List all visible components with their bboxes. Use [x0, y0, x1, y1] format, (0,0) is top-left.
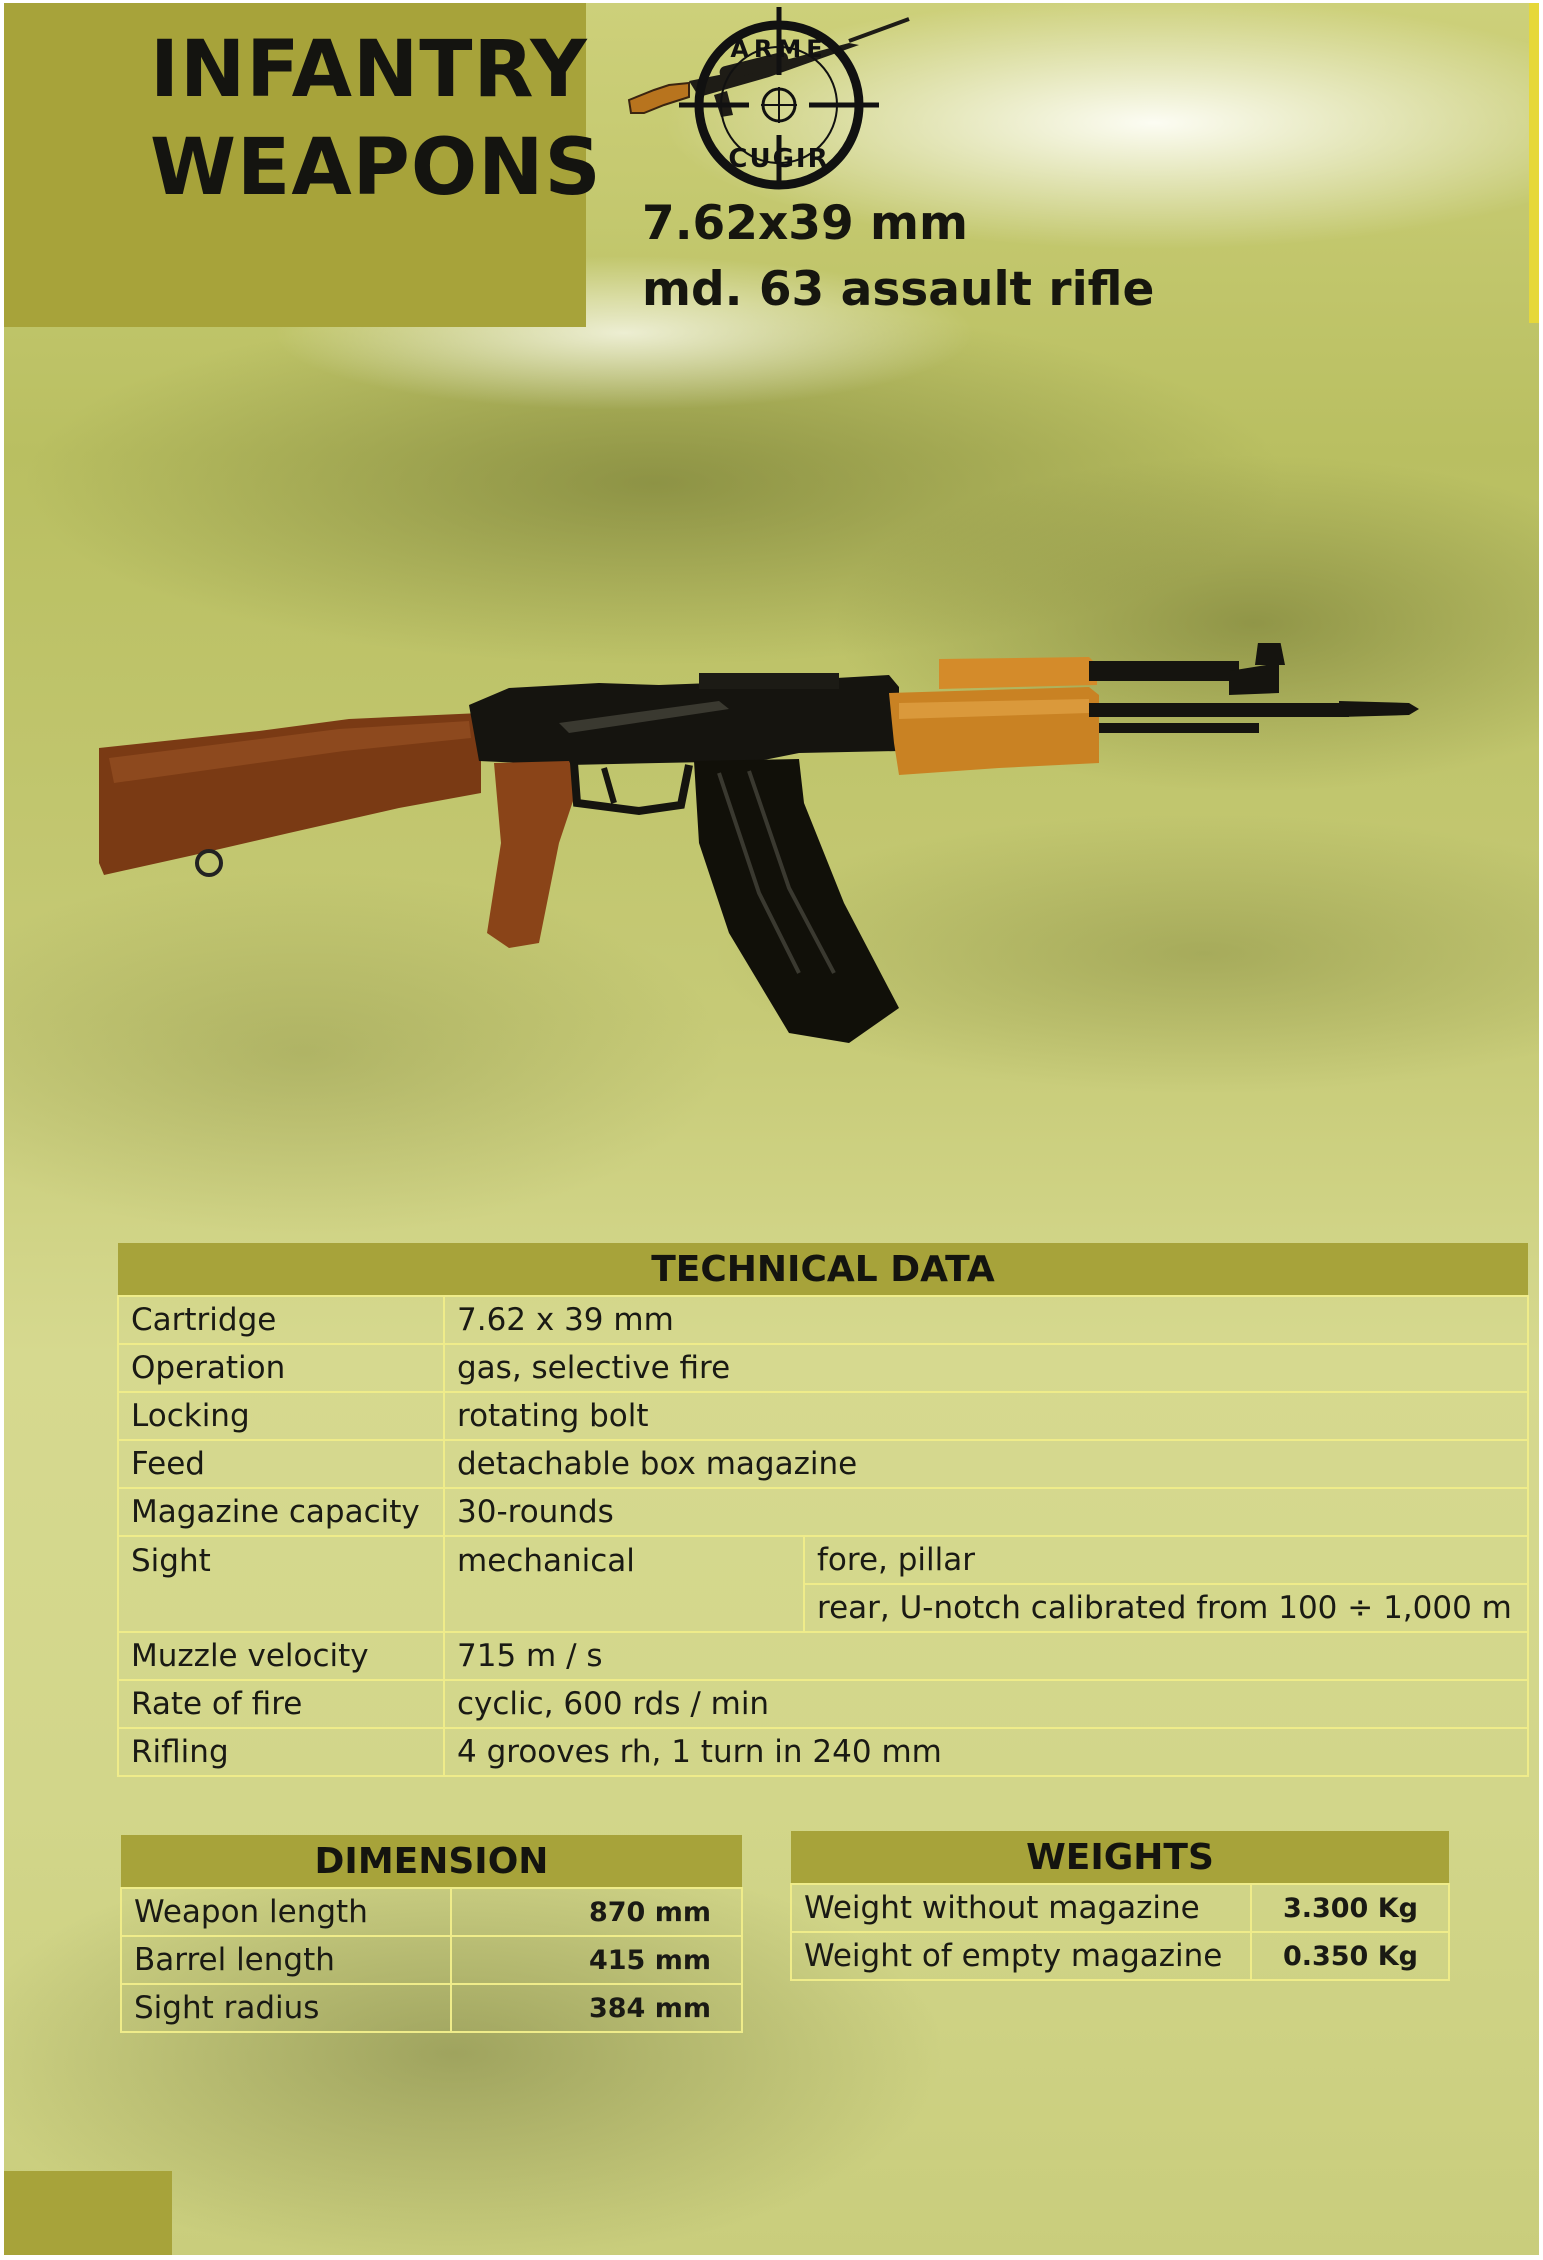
spec-value: 715 m / s — [444, 1632, 1528, 1680]
spec-value: 7.62 x 39 mm — [444, 1296, 1528, 1344]
spec-label: Muzzle velocity — [118, 1632, 444, 1680]
dimension-label: Weapon length — [121, 1888, 451, 1936]
spec-value: gas, selective fire — [444, 1344, 1528, 1392]
table-row — [118, 1392, 1528, 1440]
spec-value: 30-rounds — [444, 1488, 1528, 1536]
logo-top-text: ARME — [730, 35, 828, 63]
spec-label: Rate of fire — [118, 1680, 444, 1728]
table-row — [118, 1344, 1528, 1392]
header-block — [4, 3, 602, 327]
technical-data-title: TECHNICAL DATA — [118, 1243, 1528, 1296]
table-row — [118, 1536, 1528, 1584]
logo-rifle-icon — [629, 19, 909, 117]
table-row — [118, 1632, 1528, 1680]
spec-label: Locking — [118, 1392, 444, 1440]
corner-accent-block — [4, 2171, 172, 2255]
weights-title: WEIGHTS — [791, 1831, 1449, 1884]
technical-data-table — [117, 1243, 1529, 1777]
spec-value: detachable box magazine — [444, 1440, 1528, 1488]
table-row — [121, 1936, 742, 1984]
series-title: INFANTRY WEAPONS — [150, 25, 602, 213]
table-row — [791, 1932, 1449, 1980]
spec-label: Rifling — [118, 1728, 444, 1776]
dimension-value: 415 mm — [451, 1936, 742, 1984]
dimension-table — [120, 1835, 743, 2033]
assault-rifle-image — [99, 643, 1519, 1053]
dimension-value: 384 mm — [451, 1984, 742, 2032]
spec-value: cyclic, 600 rds / min — [444, 1680, 1528, 1728]
weights-table — [790, 1831, 1450, 1981]
spec-label: Magazine capacity — [118, 1488, 444, 1536]
dimension-label: Barrel length — [121, 1936, 451, 1984]
edge-strip — [1529, 3, 1539, 323]
table-row — [118, 1440, 1528, 1488]
table-row — [118, 1584, 1528, 1632]
spec-detail: rear, U-notch calibrated from 100 ÷ 1,000 m — [804, 1584, 1528, 1632]
brochure-page — [4, 3, 1539, 2255]
table-row — [791, 1884, 1449, 1932]
table-row — [121, 1888, 742, 1936]
model-title: 7.62x39 mm md. 63 assault rifle — [642, 196, 1155, 317]
weight-value: 0.350 Kg — [1251, 1932, 1449, 1980]
weight-value: 3.300 Kg — [1251, 1884, 1449, 1932]
spec-label-empty — [118, 1584, 444, 1632]
spec-value: rotating bolt — [444, 1392, 1528, 1440]
weight-label: Weight without magazine — [791, 1884, 1251, 1932]
logo-bottom-text: CUGIR — [728, 144, 830, 174]
dimension-title: DIMENSION — [121, 1835, 742, 1888]
dimension-value: 870 mm — [451, 1888, 742, 1936]
spec-label: Sight — [118, 1536, 444, 1584]
arme-cugir-logo — [609, 5, 954, 190]
table-row — [118, 1488, 1528, 1536]
table-row — [118, 1296, 1528, 1344]
spec-label: Cartridge — [118, 1296, 444, 1344]
spec-label: Feed — [118, 1440, 444, 1488]
dimension-label: Sight radius — [121, 1984, 451, 2032]
table-row — [118, 1728, 1528, 1776]
spec-label: Operation — [118, 1344, 444, 1392]
spec-value: 4 grooves rh, 1 turn in 240 mm — [444, 1728, 1528, 1776]
weight-label: Weight of empty magazine — [791, 1932, 1251, 1980]
table-row — [121, 1984, 742, 2032]
spec-value-empty — [444, 1584, 804, 1632]
spec-value: mechanical — [444, 1536, 804, 1584]
spec-detail: fore, pillar — [804, 1536, 1528, 1584]
table-row — [118, 1680, 1528, 1728]
